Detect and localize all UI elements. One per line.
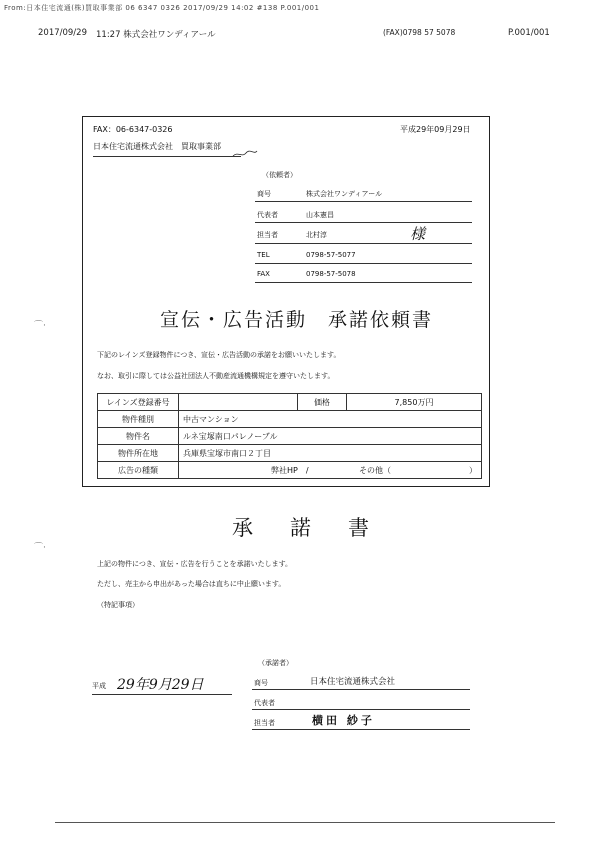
consent-heading: （承諾者） xyxy=(258,659,293,667)
requester-label-fax: FAX xyxy=(257,270,270,278)
requester-label-rep: 代表者 xyxy=(257,211,278,219)
reins-label: レインズ登録番号 xyxy=(98,394,179,411)
requester-heading: （依頼者） xyxy=(262,171,297,179)
consent-line-2: ただし、売主から申出があった場合は直ちに中止願います。 xyxy=(97,580,286,588)
honorific: 様 xyxy=(410,225,426,243)
rule xyxy=(255,263,472,264)
consent-label-contact: 担当者 xyxy=(254,719,275,727)
requester-representative: 山本憲昌 xyxy=(306,211,334,219)
requester-company: 株式会社ワンディアール xyxy=(306,190,383,198)
body-line-2: なお、取引に際しては公益社団法人不動産流通機構規定を遵守いたします。 xyxy=(97,372,335,380)
table-row xyxy=(98,411,482,428)
rule xyxy=(92,694,232,695)
requester-label-tel: TEL xyxy=(257,251,270,259)
requester-tel: 0798-57-5077 xyxy=(306,251,356,259)
recipient-underline xyxy=(93,156,241,157)
consent-contact: 横田 紗子 xyxy=(312,714,375,727)
fax-date: 2017/09/29 xyxy=(38,28,87,38)
location-label: 物件所在地 xyxy=(98,445,179,462)
consent-title: 承 諾 書 xyxy=(232,516,377,540)
requester-contact: 北村淳 xyxy=(306,231,327,239)
rule xyxy=(252,729,470,730)
scan-mark-icon: ⌒· xyxy=(34,321,46,331)
consent-company: 日本住宅流通株式会社 xyxy=(310,677,396,687)
media-cell xyxy=(179,462,482,479)
requester-label-contact: 担当者 xyxy=(257,231,278,239)
request-date: 平成29年09月29日 xyxy=(400,125,471,134)
media-value: 弊社HP / xyxy=(271,466,309,475)
consent-label-rep: 代表者 xyxy=(254,699,275,707)
name-label: 物件名 xyxy=(98,428,179,445)
scan-mark-icon: ⌒· xyxy=(34,543,46,553)
fax-number-line: FAX：06-6347-0326 xyxy=(93,125,173,134)
table-row xyxy=(98,394,482,411)
rule xyxy=(252,709,470,710)
media-other-close: ） xyxy=(469,466,477,475)
requester-label-company: 商号 xyxy=(257,190,271,198)
property-table xyxy=(97,393,482,479)
type-value: 中古マンション xyxy=(179,411,482,428)
table-row xyxy=(98,428,482,445)
media-label: 広告の種類 xyxy=(98,462,179,479)
consent-special-notes: （特記事項） xyxy=(97,601,139,609)
type-label: 物件種別 xyxy=(98,411,179,428)
fax-header-line1: From:日本住宅流通(株)買取事業部 06 6347 0326 2017/09/29 14:02 #138 P.001/001 xyxy=(4,4,320,12)
body-line-1: 下記のレインズ登録物件につき、宣伝・広告活動の承諾をお願いいたします。 xyxy=(97,351,341,359)
media-other-label: その他（ xyxy=(359,466,391,475)
table-row xyxy=(98,445,482,462)
rule xyxy=(255,282,472,283)
reins-value xyxy=(179,394,298,411)
price-value: 7,850万円 xyxy=(347,394,482,411)
fax-time-sender: 11:27 株式会社ワンディアール xyxy=(96,30,216,40)
name-value: ルネ宝塚南口パレノーブル xyxy=(179,428,482,445)
document-title: 宣伝・広告活動 承諾依頼書 xyxy=(160,309,434,331)
location-value: 兵庫県宝塚市南口２丁目 xyxy=(179,445,482,462)
bottom-rule xyxy=(55,822,555,823)
handwritten-mark xyxy=(232,149,258,159)
fax-number: (FAX)0798 57 5078 xyxy=(383,28,456,37)
consent-line-1: 上記の物件につき、宣伝・広告を行うことを承諾いたします。 xyxy=(97,560,293,568)
consent-label-company: 商号 xyxy=(254,679,268,687)
rule xyxy=(252,689,470,690)
requester-fax: 0798-57-5078 xyxy=(306,270,356,278)
rule xyxy=(255,243,472,244)
rule xyxy=(255,201,472,202)
consent-date-handwritten: 29年9月29日 xyxy=(117,677,204,693)
table-row xyxy=(98,462,482,479)
price-label: 価格 xyxy=(298,394,347,411)
rule xyxy=(255,222,472,223)
fax-page: P.001/001 xyxy=(508,28,550,38)
recipient: 日本住宅流通株式会社 買取事業部 xyxy=(93,142,221,151)
consent-date-prefix: 平成 xyxy=(92,682,106,690)
